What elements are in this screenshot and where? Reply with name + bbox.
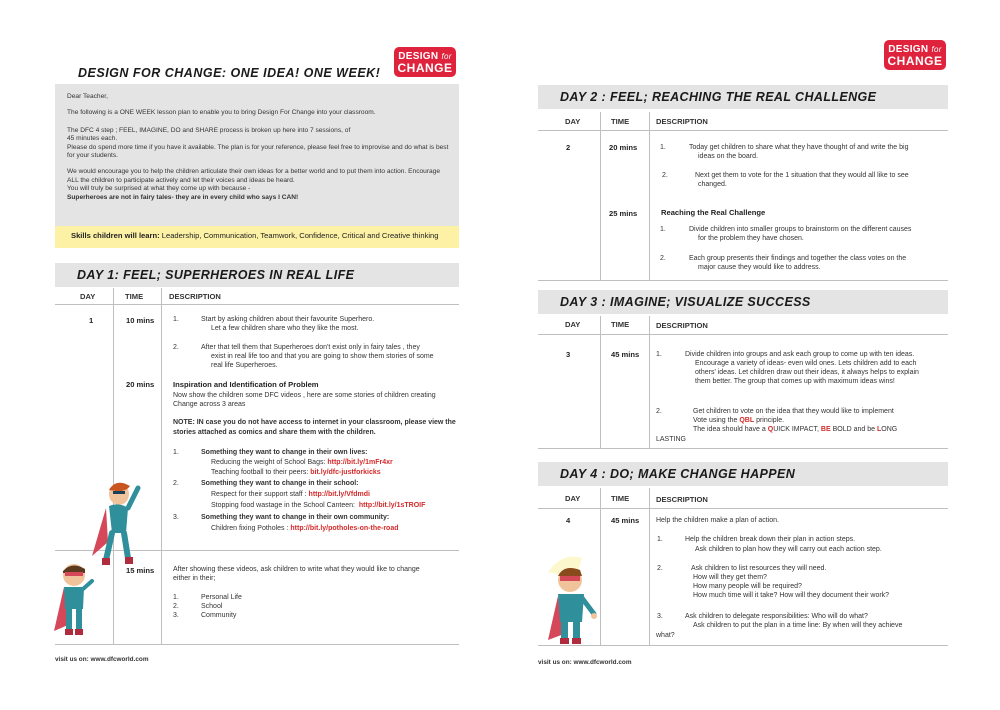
- note-line: stories attached as comics and share them with the children.: [173, 429, 376, 436]
- area-item: School: [201, 603, 223, 610]
- column-rule: [600, 488, 601, 645]
- video-category: Something they want to change in their school:: [201, 480, 359, 487]
- video-category: Something they want to change in their own lives:: [201, 449, 368, 456]
- list-number: 1.: [660, 226, 666, 233]
- video-link[interactable]: http://bit.ly/1sTROIF: [358, 502, 426, 509]
- list-number: 1.: [657, 536, 663, 543]
- skills-text: Leadership, Communication, Teamwork, Confidence, Critical and Creative thinking: [161, 231, 439, 240]
- letter-paragraph: We would encourage you to help the children articulate their own ideas for a better world and to put them into action. Encourage ALL the children to participate actively and let their voices and ideas be heard.: [67, 168, 441, 184]
- description-line: what?: [656, 632, 675, 639]
- right-page: [500, 0, 1000, 710]
- description-line: LASTING: [656, 436, 686, 443]
- description-line: them better. The group that comes up with maximum ideas wins!: [695, 378, 895, 385]
- description-line: [693, 417, 784, 426]
- column-header-description: DESCRIPTION: [656, 321, 708, 330]
- description-line: Encourage a variety of ideas- even wild ones. Lets children add to each: [695, 360, 917, 367]
- video-story: [211, 459, 393, 468]
- text-run: ONG: [881, 426, 898, 433]
- video-link[interactable]: http://bit.ly/1mFr4xr: [327, 459, 393, 466]
- day2-heading: DAY 2 : FEEL; REACHING THE REAL CHALLENGE: [538, 85, 948, 109]
- column-rule: [600, 316, 601, 448]
- column-header-time: TIME: [611, 494, 630, 503]
- text-run: The idea should have a: [693, 426, 766, 433]
- list-number: 1.: [660, 144, 666, 151]
- description-line: Help the children make a plan of action.: [656, 517, 779, 524]
- video-title: Children fixing Potholes :: [211, 525, 289, 532]
- description-line: exist in real life too and that you are going to show them stories of some: [211, 353, 434, 360]
- list-number: 1.: [173, 316, 179, 323]
- description-line: Help the children break down their plan in action steps.: [685, 536, 856, 543]
- video-link[interactable]: http://bit.ly/potholes-on-the-road: [290, 525, 399, 532]
- dfc-logo: [884, 40, 946, 70]
- column-header-day: DAY: [565, 117, 581, 126]
- column-rule: [600, 112, 601, 280]
- session-time: 20 mins: [609, 143, 638, 152]
- highlight-letter: BE: [820, 426, 831, 433]
- letter-paragraph: The following is a ONE WEEK lesson plan to enable you to bring Design For Change into your classroom.: [67, 109, 376, 117]
- list-number: 2.: [173, 603, 179, 610]
- standing-superhero-illustration: [50, 561, 96, 637]
- video-title: Respect for their support staff :: [211, 491, 307, 498]
- list-number: 1.: [173, 594, 179, 601]
- logo-word-change: CHANGE: [397, 61, 453, 75]
- logo-word-design: DESIGN: [398, 51, 439, 62]
- description-line: How much time will it take? How will they document their work?: [693, 592, 890, 599]
- area-item: Community: [201, 612, 237, 619]
- description-line: either in their;: [173, 575, 216, 582]
- section-subheading: Reaching the Real Challenge: [661, 208, 766, 217]
- session-time: 45 mins: [611, 516, 640, 525]
- table-rule: [538, 280, 948, 281]
- video-story: [211, 525, 398, 534]
- day4-heading: DAY 4 : DO; MAKE CHANGE HAPPEN: [538, 462, 948, 486]
- list-number: 2.: [657, 565, 663, 572]
- letter-greeting: Dear Teacher,: [67, 93, 108, 100]
- skills-label: Skills children will learn:: [71, 231, 160, 240]
- session-time: 10 mins: [126, 316, 155, 325]
- document-title: DESIGN FOR CHANGE: ONE IDEA! ONE WEEK!: [78, 66, 381, 80]
- footer-website[interactable]: visit us on: www.dfcworld.com: [55, 656, 149, 663]
- session-time: 45 mins: [611, 350, 640, 359]
- description-line: Next get them to vote for the 1 situation that they would all like to see: [695, 172, 909, 179]
- description-line: real life Superheroes.: [211, 362, 278, 369]
- column-header-time: TIME: [125, 292, 144, 301]
- description-line: Each group presents their findings and together the class votes on the: [689, 255, 907, 262]
- list-number: 1.: [656, 351, 662, 358]
- column-header-day: DAY: [565, 494, 581, 503]
- column-header-day: DAY: [80, 292, 96, 301]
- text-run: Vote using the: [693, 417, 738, 424]
- video-link[interactable]: http://bit.ly/Vfdmdi: [308, 491, 370, 498]
- dfc-logo: [394, 47, 456, 77]
- letter-paragraph: You will truly be surprised at what they come up with because -: [67, 185, 251, 193]
- list-number: 2.: [662, 172, 668, 179]
- column-header-time: TIME: [611, 320, 630, 329]
- column-header-day: DAY: [565, 320, 581, 329]
- session-time: 15 mins: [126, 566, 155, 575]
- list-number: 3.: [173, 612, 179, 619]
- day3-heading: DAY 3 : IMAGINE; VISUALIZE SUCCESS: [538, 290, 948, 314]
- text-run: principle.: [756, 417, 785, 424]
- list-number: 2.: [656, 408, 662, 415]
- letter-closing: Superheroes are not in fairy tales- they are in every child who says I CAN!: [67, 193, 299, 201]
- list-number: 3.: [657, 613, 663, 620]
- description-line: After that tell them that Superheroes don't exist only in fairy tales , they: [201, 344, 420, 351]
- description-line: Ask children to delegate responsibilities: Who will do what?: [685, 613, 868, 620]
- description-line: How many people will be required?: [693, 583, 802, 590]
- highlight-qbl: QBL: [739, 417, 755, 424]
- column-rule: [649, 112, 650, 280]
- description-line: Let a few children share who they like the most.: [211, 325, 359, 332]
- description-line: Today get children to share what they have thought of and write the big: [689, 144, 909, 151]
- letter-paragraph: The DFC 4 step ; FEEL, IMAGINE, DO and SHARE process is broken up here into 7 sessions, of 45 minutes each.: [67, 126, 351, 143]
- table-rule: [55, 304, 459, 305]
- logo-word-design: DESIGN: [888, 44, 929, 55]
- description-line: changed.: [698, 181, 727, 188]
- text-run: UICK IMPACT,: [773, 426, 819, 433]
- list-number: 2.: [173, 344, 179, 351]
- video-story: [211, 502, 425, 511]
- description-line: others' ideas. Let children draw out their ideas, it always helps to explain: [695, 369, 919, 376]
- column-header-description: DESCRIPTION: [656, 117, 708, 126]
- day1-heading: DAY 1: FEEL; SUPERHEROES IN REAL LIFE: [55, 263, 459, 287]
- description-line: [693, 426, 897, 435]
- description-line: Ask children to put the plan in a time line: By when will they achieve: [693, 622, 903, 629]
- description-line: How will they get them?: [693, 574, 767, 581]
- highlight-letter: L: [876, 426, 882, 433]
- text-run: BOLD and be: [832, 426, 876, 433]
- teacher-letter: [55, 84, 459, 226]
- day-number: 3: [566, 350, 571, 359]
- video-title: Stopping food wastage in the School Canteen:: [211, 502, 355, 509]
- list-number: 3.: [173, 514, 179, 521]
- skills-banner: [55, 226, 459, 248]
- list-number: 1.: [173, 449, 179, 456]
- description-line: major cause they would like to address.: [698, 264, 821, 271]
- day-number: 2: [566, 143, 571, 152]
- description-line: Start by asking children about their favourite Superhero.: [201, 316, 375, 323]
- day-number: 4: [566, 516, 571, 525]
- column-rule: [161, 288, 162, 644]
- video-category: Something they want to change in their own community:: [201, 514, 390, 521]
- section-subheading: Inspiration and Identification of Problem: [173, 380, 319, 389]
- session-time: 25 mins: [609, 209, 638, 218]
- logo-word-change: CHANGE: [887, 54, 943, 68]
- description-line: Ask children to plan how they will carry out each action step.: [695, 546, 882, 553]
- area-item: Personal Life: [201, 594, 242, 601]
- logo-word-for: for: [931, 45, 942, 54]
- highlight-letter: Q: [767, 426, 774, 433]
- column-rule: [649, 488, 650, 645]
- logo-word-for: for: [441, 52, 452, 61]
- letter-paragraph: Please do spend more time if you have it available. The plan is for your reference, please feel free to improvise and do what is best for your students.: [67, 143, 449, 160]
- video-story: [211, 469, 381, 478]
- list-number: 2.: [173, 480, 179, 487]
- column-rule: [649, 316, 650, 448]
- footer-website[interactable]: visit us on: www.dfcworld.com: [538, 659, 632, 666]
- video-title: Teaching football to their peers:: [211, 469, 309, 476]
- description-line: ideas on the board.: [698, 153, 758, 160]
- flying-superhero-illustration: [86, 478, 146, 568]
- session-time: 20 mins: [126, 380, 155, 389]
- description-line: Now show the children some DFC videos , here are some stories of children creating: [173, 392, 436, 399]
- video-link[interactable]: bit.ly/dfc-justforkicks: [310, 469, 381, 476]
- video-story: [211, 491, 370, 500]
- description-line: Get children to vote on the idea that they would like to implement: [693, 408, 894, 415]
- column-header-time: TIME: [611, 117, 630, 126]
- column-rule: [113, 288, 114, 644]
- description-line: Ask children to list resources they will need.: [691, 565, 827, 572]
- description-line: Divide children into smaller groups to brainstorm on the different causes: [689, 226, 912, 233]
- video-title: Reducing the weight of School Bags:: [211, 459, 326, 466]
- note-line: NOTE: IN case you do not have access to internet in your classroom, please view the: [173, 419, 456, 426]
- table-rule: [538, 448, 948, 449]
- list-number: 2.: [660, 255, 666, 262]
- column-header-description: DESCRIPTION: [656, 495, 708, 504]
- day-number: 1: [89, 316, 94, 325]
- description-line: After showing these videos, ask children to write what they would like to change: [173, 566, 420, 573]
- column-header-description: DESCRIPTION: [169, 292, 221, 301]
- superhero-boy-illustration: [542, 552, 600, 646]
- table-rule: [55, 644, 459, 645]
- description-line: Change across 3 areas: [173, 401, 246, 408]
- description-line: Divide children into groups and ask each group to come up with ten ideas.: [685, 351, 915, 358]
- description-line: for the problem they have chosen.: [698, 235, 804, 242]
